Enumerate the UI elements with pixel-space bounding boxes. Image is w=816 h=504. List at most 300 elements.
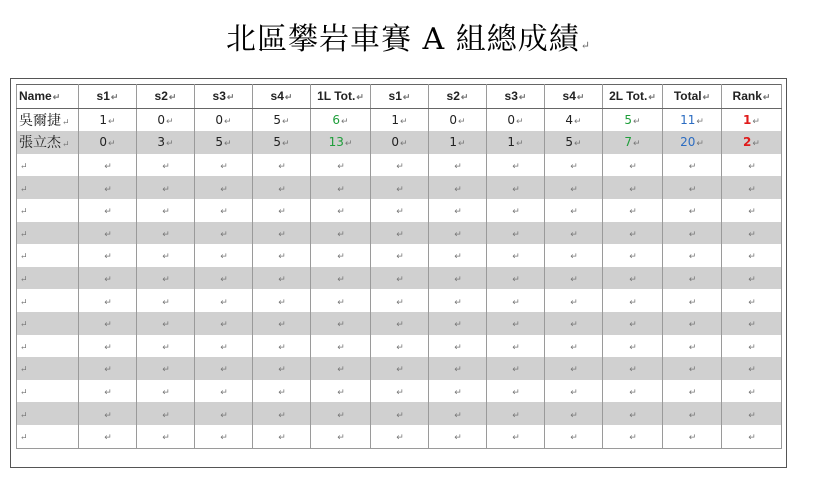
score-cell bbox=[79, 402, 137, 425]
paragraph-mark: ↵ bbox=[454, 184, 462, 195]
paragraph-mark: ↵ bbox=[396, 207, 404, 218]
score-cell bbox=[487, 244, 545, 267]
paragraph-mark: ↵ bbox=[162, 207, 170, 218]
score-value: 7 bbox=[624, 135, 633, 150]
score-cell bbox=[603, 176, 663, 199]
score-cell bbox=[603, 425, 663, 448]
score-cell bbox=[371, 108, 429, 131]
column-header bbox=[371, 85, 429, 109]
paragraph-mark: ↵ bbox=[162, 388, 170, 399]
paragraph-mark: ↵ bbox=[570, 433, 578, 444]
paragraph-mark: ↵ bbox=[396, 320, 404, 331]
paragraph-mark: ↵ bbox=[224, 116, 232, 127]
score-cell bbox=[603, 312, 663, 335]
score-cell bbox=[722, 357, 782, 380]
score-cell bbox=[603, 357, 663, 380]
athlete-name-cell bbox=[17, 222, 79, 245]
score-cell bbox=[79, 357, 137, 380]
paragraph-mark: ↵ bbox=[748, 252, 756, 263]
score-cell bbox=[663, 131, 722, 154]
score-cell bbox=[137, 380, 195, 403]
paragraph-mark: ↵ bbox=[748, 388, 756, 399]
score-cell bbox=[545, 131, 603, 154]
paragraph-mark: ↵ bbox=[629, 410, 637, 421]
paragraph-mark: ↵ bbox=[454, 207, 462, 218]
score-cell bbox=[487, 222, 545, 245]
paragraph-mark: ↵ bbox=[633, 139, 641, 150]
paragraph-mark: ↵ bbox=[226, 92, 235, 103]
paragraph-mark: ↵ bbox=[20, 207, 28, 218]
paragraph-mark: ↵ bbox=[688, 184, 697, 195]
paragraph-mark: ↵ bbox=[278, 433, 286, 444]
score-value: 1 bbox=[743, 112, 752, 127]
paragraph-mark: ↵ bbox=[220, 433, 228, 444]
paragraph-mark: ↵ bbox=[62, 117, 70, 128]
score-cell bbox=[487, 108, 545, 131]
paragraph-mark: ↵ bbox=[104, 184, 112, 195]
column-header-label: s3 bbox=[504, 89, 518, 104]
score-cell bbox=[722, 222, 782, 245]
paragraph-mark: ↵ bbox=[220, 252, 228, 263]
score-cell bbox=[487, 402, 545, 425]
score-cell bbox=[429, 199, 487, 222]
paragraph-mark: ↵ bbox=[696, 116, 704, 127]
paragraph-mark: ↵ bbox=[648, 92, 656, 103]
score-cell bbox=[722, 312, 782, 335]
paragraph-mark: ↵ bbox=[104, 297, 112, 308]
paragraph-mark: ↵ bbox=[20, 410, 28, 421]
score-cell bbox=[195, 267, 253, 290]
paragraph-mark: ↵ bbox=[688, 365, 697, 376]
score-cell bbox=[311, 199, 371, 222]
score-cell bbox=[79, 425, 137, 448]
score-cell bbox=[722, 402, 782, 425]
paragraph-mark: ↵ bbox=[278, 342, 286, 353]
score-cell bbox=[137, 267, 195, 290]
paragraph-mark: ↵ bbox=[400, 139, 408, 150]
column-header bbox=[545, 85, 603, 109]
paragraph-mark: ↵ bbox=[570, 342, 578, 353]
paragraph-mark: ↵ bbox=[278, 297, 286, 308]
column-header-label: 2L Tot. bbox=[609, 89, 648, 104]
paragraph-mark: ↵ bbox=[104, 275, 112, 286]
score-cell bbox=[371, 154, 429, 177]
paragraph-mark: ↵ bbox=[454, 342, 462, 353]
score-value: 1 bbox=[507, 135, 516, 150]
paragraph-mark: ↵ bbox=[166, 139, 174, 150]
paragraph-mark: ↵ bbox=[396, 229, 404, 240]
paragraph-mark: ↵ bbox=[570, 410, 578, 421]
paragraph-mark: ↵ bbox=[748, 229, 756, 240]
paragraph-mark: ↵ bbox=[20, 320, 28, 331]
paragraph-mark: ↵ bbox=[454, 275, 462, 286]
column-header bbox=[195, 85, 253, 109]
score-cell bbox=[722, 199, 782, 222]
score-cell bbox=[371, 244, 429, 267]
score-cell bbox=[253, 425, 311, 448]
score-cell bbox=[429, 222, 487, 245]
paragraph-mark: ↵ bbox=[337, 342, 345, 353]
score-cell bbox=[603, 131, 663, 154]
score-cell bbox=[79, 108, 137, 131]
table-row bbox=[17, 357, 782, 380]
score-cell bbox=[137, 402, 195, 425]
paragraph-mark: ↵ bbox=[570, 297, 578, 308]
score-cell bbox=[429, 289, 487, 312]
athlete-name-cell bbox=[17, 380, 79, 403]
score-cell bbox=[487, 312, 545, 335]
score-cell bbox=[137, 108, 195, 131]
paragraph-mark: ↵ bbox=[748, 410, 756, 421]
score-cell bbox=[487, 335, 545, 358]
paragraph-mark: ↵ bbox=[162, 410, 170, 421]
table-row bbox=[17, 199, 782, 222]
score-cell bbox=[253, 222, 311, 245]
score-cell bbox=[722, 380, 782, 403]
score-cell bbox=[371, 289, 429, 312]
column-header-label: Name bbox=[19, 89, 52, 104]
table-body bbox=[17, 108, 782, 448]
column-header-label: s4 bbox=[270, 89, 284, 104]
score-cell bbox=[487, 425, 545, 448]
score-cell bbox=[195, 425, 253, 448]
paragraph-mark: ↵ bbox=[20, 297, 28, 308]
table-row bbox=[17, 222, 782, 245]
paragraph-mark: ↵ bbox=[278, 365, 286, 376]
score-value: 0 bbox=[391, 135, 400, 150]
paragraph-mark: ↵ bbox=[629, 365, 637, 376]
paragraph-mark: ↵ bbox=[400, 116, 408, 127]
column-header-label: s2 bbox=[446, 89, 460, 104]
score-cell bbox=[253, 108, 311, 131]
paragraph-mark: ↵ bbox=[748, 320, 756, 331]
paragraph-mark: ↵ bbox=[512, 365, 520, 376]
paragraph-mark: ↵ bbox=[570, 365, 578, 376]
score-cell bbox=[195, 289, 253, 312]
score-cell bbox=[603, 222, 663, 245]
score-value: 6 bbox=[332, 112, 341, 127]
score-cell bbox=[195, 244, 253, 267]
paragraph-mark: ↵ bbox=[454, 297, 462, 308]
score-cell bbox=[722, 176, 782, 199]
score-cell bbox=[663, 425, 722, 448]
paragraph-mark: ↵ bbox=[284, 92, 293, 103]
paragraph-mark: ↵ bbox=[688, 297, 697, 308]
paragraph-mark: ↵ bbox=[341, 116, 349, 127]
paragraph-mark: ↵ bbox=[748, 433, 756, 444]
score-cell bbox=[603, 108, 663, 131]
paragraph-mark: ↵ bbox=[20, 252, 28, 263]
paragraph-mark: ↵ bbox=[20, 365, 28, 376]
score-cell bbox=[663, 289, 722, 312]
athlete-name: 張立杰 bbox=[19, 135, 61, 152]
paragraph-mark: ↵ bbox=[570, 275, 578, 286]
page-title bbox=[0, 14, 816, 58]
score-cell bbox=[371, 357, 429, 380]
paragraph-mark: ↵ bbox=[278, 320, 286, 331]
paragraph-mark: ↵ bbox=[629, 297, 637, 308]
paragraph-mark: ↵ bbox=[104, 433, 112, 444]
paragraph-mark: ↵ bbox=[104, 320, 112, 331]
paragraph-mark: ↵ bbox=[748, 275, 756, 286]
score-cell bbox=[371, 222, 429, 245]
score-value: 5 bbox=[565, 135, 574, 150]
score-cell bbox=[79, 131, 137, 154]
athlete-name-cell bbox=[17, 154, 79, 177]
score-cell bbox=[663, 380, 722, 403]
athlete-name-cell bbox=[17, 108, 79, 131]
paragraph-mark: ↵ bbox=[454, 229, 462, 240]
column-header bbox=[429, 85, 487, 109]
score-cell bbox=[137, 131, 195, 154]
score-cell bbox=[545, 357, 603, 380]
column-header-label: s1 bbox=[96, 89, 110, 104]
score-cell bbox=[79, 244, 137, 267]
paragraph-mark: ↵ bbox=[580, 39, 590, 52]
score-cell bbox=[429, 244, 487, 267]
score-value: 13 bbox=[328, 135, 344, 150]
score-cell bbox=[311, 402, 371, 425]
paragraph-mark: ↵ bbox=[278, 275, 286, 286]
paragraph-mark: ↵ bbox=[20, 388, 28, 399]
score-cell bbox=[429, 176, 487, 199]
score-cell bbox=[429, 267, 487, 290]
score-cell bbox=[487, 154, 545, 177]
column-header-label: s3 bbox=[212, 89, 226, 104]
paragraph-mark: ↵ bbox=[220, 184, 228, 195]
paragraph-mark: ↵ bbox=[454, 433, 462, 444]
score-cell bbox=[311, 425, 371, 448]
paragraph-mark: ↵ bbox=[166, 116, 174, 127]
score-cell bbox=[195, 154, 253, 177]
score-cell bbox=[253, 312, 311, 335]
score-cell bbox=[722, 289, 782, 312]
paragraph-mark: ↵ bbox=[512, 342, 520, 353]
paragraph-mark: ↵ bbox=[104, 162, 112, 173]
score-cell bbox=[545, 222, 603, 245]
paragraph-mark: ↵ bbox=[574, 116, 582, 127]
score-cell bbox=[371, 425, 429, 448]
paragraph-mark: ↵ bbox=[396, 275, 404, 286]
score-cell bbox=[253, 335, 311, 358]
score-cell bbox=[137, 176, 195, 199]
score-cell bbox=[603, 402, 663, 425]
score-cell bbox=[487, 380, 545, 403]
score-cell bbox=[545, 267, 603, 290]
paragraph-mark: ↵ bbox=[574, 139, 582, 150]
score-cell bbox=[487, 267, 545, 290]
paragraph-mark: ↵ bbox=[570, 162, 578, 173]
paragraph-mark: ↵ bbox=[278, 252, 286, 263]
paragraph-mark: ↵ bbox=[337, 207, 345, 218]
paragraph-mark: ↵ bbox=[396, 162, 404, 173]
paragraph-mark: ↵ bbox=[344, 139, 353, 150]
paragraph-mark: ↵ bbox=[688, 320, 697, 331]
paragraph-mark: ↵ bbox=[748, 297, 756, 308]
paragraph-mark: ↵ bbox=[162, 365, 170, 376]
paragraph-mark: ↵ bbox=[20, 184, 28, 195]
score-value: 4 bbox=[565, 112, 574, 127]
paragraph-mark: ↵ bbox=[220, 388, 228, 399]
paragraph-mark: ↵ bbox=[162, 252, 170, 263]
score-cell bbox=[311, 222, 371, 245]
paragraph-mark: ↵ bbox=[108, 116, 116, 127]
score-cell bbox=[429, 154, 487, 177]
score-cell bbox=[663, 199, 722, 222]
score-cell bbox=[722, 131, 782, 154]
score-cell bbox=[195, 108, 253, 131]
paragraph-mark: ↵ bbox=[282, 116, 290, 127]
paragraph-mark: ↵ bbox=[629, 184, 637, 195]
paragraph-mark: ↵ bbox=[62, 140, 70, 151]
score-cell bbox=[663, 244, 722, 267]
column-header bbox=[17, 85, 79, 109]
score-cell bbox=[545, 289, 603, 312]
paragraph-mark: ↵ bbox=[104, 388, 112, 399]
score-cell bbox=[429, 131, 487, 154]
score-cell bbox=[487, 131, 545, 154]
score-cell bbox=[429, 357, 487, 380]
score-cell bbox=[429, 380, 487, 403]
paragraph-mark: ↵ bbox=[454, 320, 462, 331]
score-cell bbox=[545, 425, 603, 448]
paragraph-mark: ↵ bbox=[162, 229, 170, 240]
paragraph-mark: ↵ bbox=[512, 229, 520, 240]
score-cell bbox=[722, 244, 782, 267]
paragraph-mark: ↵ bbox=[20, 229, 28, 240]
paragraph-mark: ↵ bbox=[516, 139, 524, 150]
score-cell bbox=[253, 289, 311, 312]
score-cell bbox=[79, 335, 137, 358]
score-value: 0 bbox=[99, 135, 108, 150]
paragraph-mark: ↵ bbox=[752, 139, 760, 150]
score-cell bbox=[195, 131, 253, 154]
paragraph-mark: ↵ bbox=[629, 252, 637, 263]
score-cell bbox=[603, 335, 663, 358]
paragraph-mark: ↵ bbox=[748, 365, 756, 376]
score-cell bbox=[371, 380, 429, 403]
score-cell bbox=[371, 312, 429, 335]
paragraph-mark: ↵ bbox=[396, 388, 404, 399]
column-header-label: s4 bbox=[562, 89, 576, 104]
score-cell bbox=[663, 154, 722, 177]
column-header bbox=[79, 85, 137, 109]
athlete-name-cell bbox=[17, 131, 79, 154]
score-cell bbox=[371, 199, 429, 222]
paragraph-mark: ↵ bbox=[512, 388, 520, 399]
paragraph-mark: ↵ bbox=[512, 433, 520, 444]
table-row bbox=[17, 335, 782, 358]
score-value: 1 bbox=[391, 112, 400, 127]
paragraph-mark: ↵ bbox=[702, 92, 711, 103]
paragraph-mark: ↵ bbox=[570, 388, 578, 399]
column-header-label: Rank bbox=[732, 89, 762, 104]
score-cell bbox=[79, 312, 137, 335]
score-cell bbox=[545, 335, 603, 358]
table-row bbox=[17, 154, 782, 177]
paragraph-mark: ↵ bbox=[454, 162, 462, 173]
paragraph-mark: ↵ bbox=[337, 388, 345, 399]
paragraph-mark: ↵ bbox=[458, 139, 466, 150]
score-cell bbox=[311, 267, 371, 290]
score-cell bbox=[79, 154, 137, 177]
score-cell bbox=[137, 357, 195, 380]
score-cell bbox=[487, 289, 545, 312]
paragraph-mark: ↵ bbox=[688, 388, 697, 399]
paragraph-mark: ↵ bbox=[108, 139, 116, 150]
score-cell bbox=[311, 176, 371, 199]
score-cell bbox=[253, 131, 311, 154]
paragraph-mark: ↵ bbox=[220, 229, 228, 240]
paragraph-mark: ↵ bbox=[752, 116, 760, 127]
score-cell bbox=[603, 244, 663, 267]
score-value: 0 bbox=[215, 112, 224, 127]
score-cell bbox=[603, 289, 663, 312]
paragraph-mark: ↵ bbox=[762, 92, 771, 103]
score-value: 5 bbox=[273, 135, 282, 150]
score-cell bbox=[311, 312, 371, 335]
paragraph-mark: ↵ bbox=[162, 342, 170, 353]
score-value: 5 bbox=[624, 112, 633, 127]
paragraph-mark: ↵ bbox=[337, 184, 345, 195]
paragraph-mark: ↵ bbox=[512, 320, 520, 331]
column-header bbox=[311, 85, 371, 109]
score-cell bbox=[195, 176, 253, 199]
score-cell bbox=[545, 199, 603, 222]
score-cell bbox=[371, 402, 429, 425]
paragraph-mark: ↵ bbox=[512, 184, 520, 195]
table-row bbox=[17, 425, 782, 448]
score-cell bbox=[545, 244, 603, 267]
score-cell bbox=[545, 402, 603, 425]
score-cell bbox=[663, 335, 722, 358]
score-cell bbox=[545, 176, 603, 199]
score-cell bbox=[545, 154, 603, 177]
score-cell bbox=[195, 357, 253, 380]
paragraph-mark: ↵ bbox=[20, 275, 28, 286]
paragraph-mark: ↵ bbox=[396, 433, 404, 444]
paragraph-mark: ↵ bbox=[688, 342, 697, 353]
score-cell bbox=[429, 335, 487, 358]
paragraph-mark: ↵ bbox=[337, 275, 345, 286]
paragraph-mark: ↵ bbox=[629, 388, 637, 399]
athlete-name-cell bbox=[17, 425, 79, 448]
paragraph-mark: ↵ bbox=[104, 229, 112, 240]
score-cell bbox=[371, 176, 429, 199]
paragraph-mark: ↵ bbox=[282, 139, 290, 150]
athlete-name-cell bbox=[17, 312, 79, 335]
paragraph-mark: ↵ bbox=[454, 388, 462, 399]
paragraph-mark: ↵ bbox=[337, 365, 345, 376]
paragraph-mark: ↵ bbox=[688, 275, 697, 286]
paragraph-mark: ↵ bbox=[162, 433, 170, 444]
paragraph-mark: ↵ bbox=[396, 410, 404, 421]
athlete-name-cell bbox=[17, 176, 79, 199]
paragraph-mark: ↵ bbox=[512, 162, 520, 173]
paragraph-mark: ↵ bbox=[337, 297, 345, 308]
paragraph-mark: ↵ bbox=[570, 320, 578, 331]
paragraph-mark: ↵ bbox=[104, 410, 112, 421]
score-cell bbox=[487, 199, 545, 222]
score-cell bbox=[195, 199, 253, 222]
score-cell bbox=[722, 425, 782, 448]
paragraph-mark: ↵ bbox=[220, 275, 228, 286]
paragraph-mark: ↵ bbox=[633, 116, 641, 127]
score-cell bbox=[663, 267, 722, 290]
results-table bbox=[16, 84, 782, 449]
table-row bbox=[17, 312, 782, 335]
score-cell bbox=[371, 267, 429, 290]
